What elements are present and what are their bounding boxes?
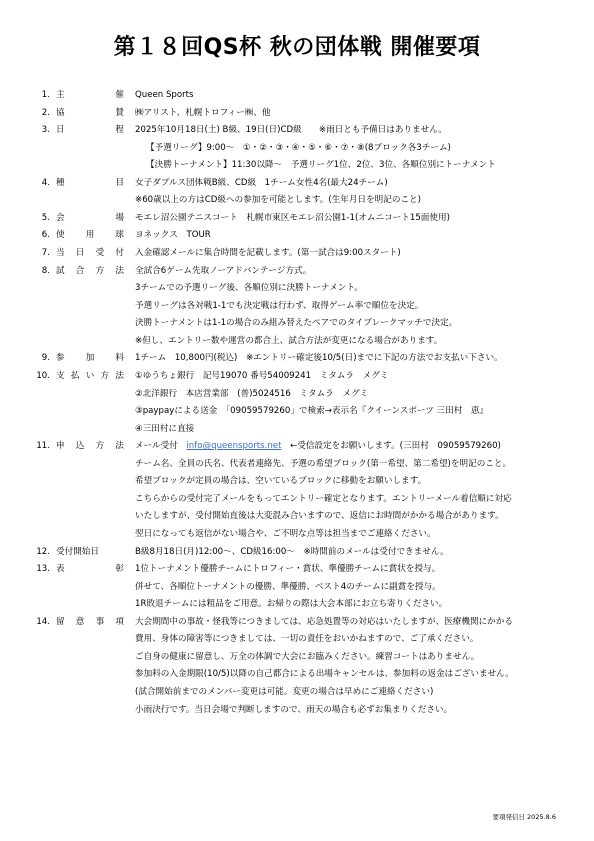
section-continuation-row <box>0 526 594 542</box>
section-row <box>0 122 594 138</box>
section-row <box>0 210 594 226</box>
section-row <box>0 561 594 577</box>
section-text: 1R敗退チームには粗品をご用意。お帰りの際は大会本部にお立ち寄りください。 <box>135 599 448 610</box>
section-row <box>0 614 594 630</box>
email-link[interactable]: info@queensports.net <box>186 441 282 452</box>
section-label: 日 程 <box>56 125 124 136</box>
section-row <box>0 544 594 560</box>
section-number: 4. <box>41 177 50 188</box>
section-text: 1チーム 10,800円(税込) ※エントリー確定後10/5(日)までに下記の方法でお支払い下さい。 <box>135 353 503 364</box>
section-text: チーム名、全員の氏名、代表者連絡先、予選の希望ブロック(第一希望、第二希望)を明記のこと。 <box>135 458 512 469</box>
section-text: ③paypayによる送金 「09059579260」で検索→表示名『クイーンスポーツ 三田村 恵』 <box>135 406 489 417</box>
section-number: 11. <box>36 441 50 452</box>
section-label: 留 意 事 項 <box>56 616 124 627</box>
section-continuation-row <box>0 333 594 349</box>
section-continuation-row <box>0 491 594 507</box>
issue-date: 要項発信日 2025.8.6 <box>492 813 556 821</box>
section-continuation-row <box>0 473 594 489</box>
section-continuation-row <box>0 421 594 437</box>
section-text: 費用、身体の障害等につきましては、一切の責任をおいかねますので、ご了承ください。 <box>135 634 479 645</box>
section-text: ※60歳以上の方はCD級への参加を可能とします。(生年月日を明記のこと) <box>135 195 421 206</box>
section-text: 小雨決行です。当日会場で判断しますので、雨天の場合も必ずお集まりください。 <box>135 704 453 715</box>
section-continuation-row <box>0 157 594 173</box>
section-number: 7. <box>41 248 50 259</box>
section-text: ヨネックス TOUR <box>135 230 211 241</box>
section-text: 全試合6ゲーム先取ノーアドバンテージ方式。 <box>135 265 312 276</box>
section-text: ②北洋銀行 本店営業部 (普)5024516 ミタムラ メグミ <box>135 388 369 399</box>
section-text: 併せて、各順位トーナメントの優勝、準優勝、ベスト4のチームに副賞を授与。 <box>135 581 441 592</box>
section-number: 1. <box>41 90 50 100</box>
section-text: 3チームでの予選リーグ後、各順位別に決勝トーナメント。 <box>135 283 363 294</box>
section-label: 表 彰 <box>56 564 124 575</box>
section-text: ①ゆうちょ銀行 記号19070 番号54009241 ミタムラ メグミ <box>135 370 389 381</box>
section-text: メール受付 info@queensports.net ←受信設定をお願いします。(三田村 09059579260) <box>135 441 501 452</box>
section-row <box>0 245 594 261</box>
section-label: 支 払 い 方 法 <box>56 370 124 381</box>
section-label: 参 加 料 <box>56 353 124 364</box>
section-continuation-row <box>0 666 594 682</box>
section-text: 【決勝トーナメント】11:30以降～ 予選リーグ1位、2位、3位、各順位別にトーナメント <box>146 160 496 171</box>
section-label: 受付開始日 <box>56 546 99 557</box>
page-title: 第１８回QS杯 秋の団体戦 開催要項 <box>113 35 481 60</box>
section-text: ④三田村に直接 <box>135 423 195 434</box>
section-continuation-row <box>0 403 594 419</box>
section-number: 13. <box>36 564 50 575</box>
section-number: 6. <box>41 230 50 241</box>
section-number: 8. <box>41 265 50 276</box>
section-continuation-row <box>0 315 594 331</box>
section-text: 1位トーナメント優勝チームにトロフィー・賞状、準優勝チームに賞状を授与。 <box>135 564 441 575</box>
section-text: 参加料の入金期限(10/5)以降の自己都合による出場キャンセルは、参加料の返金はございません。 <box>135 669 514 680</box>
section-label: 使 用 球 <box>56 230 124 241</box>
section-text: ※但し、エントリー数や運営の都合上、試合方法が変更になる場合があります。 <box>135 335 443 346</box>
section-row <box>0 87 594 103</box>
section-continuation-row <box>0 631 594 647</box>
section-continuation-row <box>0 456 594 472</box>
section-number: 14. <box>36 616 50 627</box>
section-text: 予選リーグは各対戦1-1でも決定戦は行わず、取得ゲーム率で順位を決定。 <box>135 300 424 311</box>
section-text: Queen Sports <box>135 90 194 100</box>
section-continuation-row <box>0 298 594 314</box>
section-number: 3. <box>41 125 50 136</box>
section-text: 入金確認メールに集合時間を記載します。(第一試合は9:00スタート) <box>135 248 401 259</box>
section-text: (試合開始前までのメンバー変更は可能。変更の場合は早めにご連絡ください) <box>135 687 434 698</box>
section-continuation-row <box>0 684 594 700</box>
section-text: 決勝トーナメントは1-1の場合のみ組み替えたペアでのタイブレークマッチで決定。 <box>135 318 458 329</box>
section-continuation-row <box>0 596 594 612</box>
section-row <box>0 105 594 121</box>
section-continuation-row <box>0 508 594 524</box>
section-text: ご自身の健康に留意し、万全の体調で大会にお臨みください。練習コートはありません。 <box>135 651 480 662</box>
section-label: 当 日 受 付 <box>56 248 124 259</box>
section-row <box>0 227 594 243</box>
section-number: 9. <box>41 353 50 364</box>
section-continuation-row <box>0 702 594 718</box>
section-text: いたしますが、受付開始直後は大変混み合いますので、返信にお時間がかかる場合があります。 <box>135 511 504 522</box>
section-text: 希望ブロックが定員の場合は、空いているブロックに移動をお願いします。 <box>135 476 427 487</box>
section-row <box>0 263 594 279</box>
section-continuation-row <box>0 579 594 595</box>
section-label: 申 込 方 法 <box>56 441 124 452</box>
section-row <box>0 368 594 384</box>
section-text: こちらからの受付完了メールをもってエントリー確定となります。エントリーメール着信順に対応 <box>135 493 512 504</box>
section-number: 5. <box>41 212 50 223</box>
section-number: 10. <box>36 370 50 381</box>
section-text: 【予選リーグ】9:00～ ①・②・③・④・⑤・⑥・⑦・⑧(8ブロック各3チーム) <box>146 142 451 153</box>
section-text: B級8月18日(月)12:00～、CD級16:00～ ※時間前のメールは受付できません。 <box>135 546 449 557</box>
section-text: ㈱アリスト、札幌トロフィー㈱、他 <box>135 107 271 118</box>
section-label: 種 目 <box>56 177 124 188</box>
section-continuation-row <box>0 140 594 156</box>
section-text: 大会期間中の事故・怪我等につきましては、応急処置等の対応はいたしますが、医療機関にかかる <box>135 616 513 627</box>
section-row <box>0 438 594 454</box>
section-row <box>0 350 594 366</box>
section-text: 翌日になっても返信がない場合や、ご不明な点等は担当までご連絡ください。 <box>135 529 436 539</box>
section-label: 協 賛 <box>56 107 124 118</box>
section-label: 会 場 <box>56 212 124 223</box>
section-number: 2. <box>41 107 50 118</box>
section-label: 試 合 方 法 <box>56 265 124 276</box>
section-label: 主 催 <box>56 90 124 100</box>
section-continuation-row <box>0 649 594 665</box>
section-text: モエレ沼公園テニスコート 札幌市東区モエレ沼公園1-1(オムニコート15面使用) <box>135 212 450 223</box>
section-continuation-row <box>0 280 594 296</box>
section-text: 女子ダブルス団体戦B級、CD級 1チーム女性4名(最大24チーム) <box>135 177 388 188</box>
section-text: 2025年10月18日(土) B級、19日(日)CD級 ※雨日とも予備日はありません。 <box>135 125 447 136</box>
section-row <box>0 175 594 191</box>
section-continuation-row <box>0 386 594 402</box>
section-number: 12. <box>36 546 50 557</box>
section-continuation-row <box>0 192 594 208</box>
